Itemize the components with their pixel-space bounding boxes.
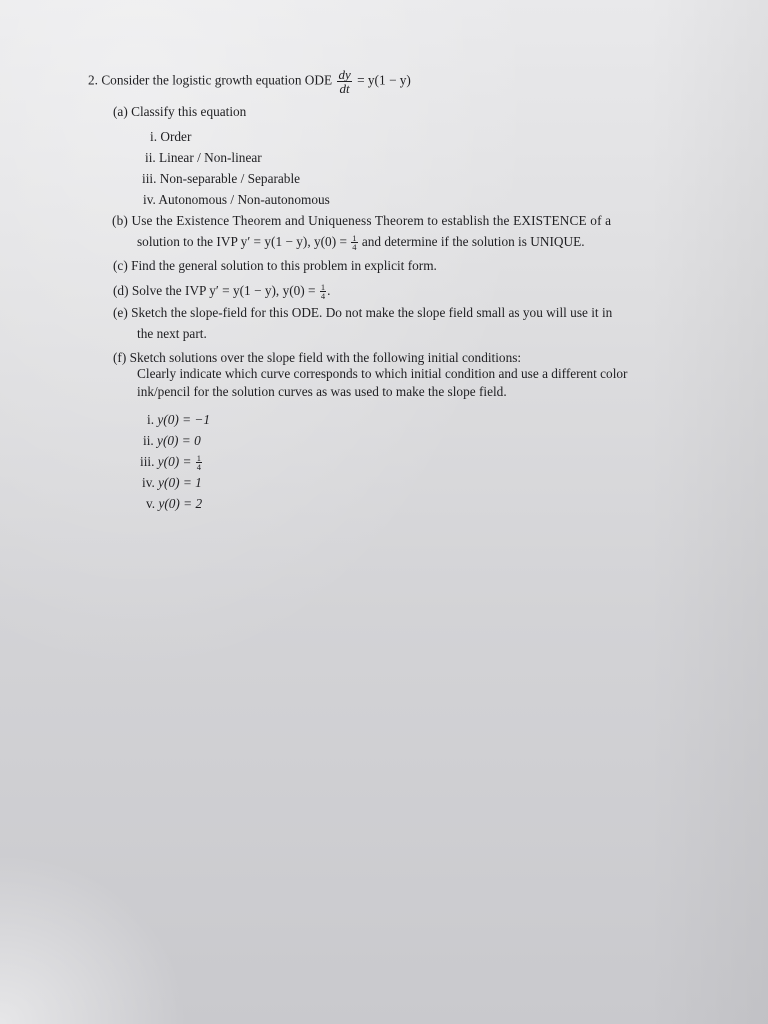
part-f-item bbox=[143, 431, 201, 451]
item-text: Non-separable / Separable bbox=[159, 171, 301, 186]
fraction-denominator: 4 bbox=[196, 462, 202, 473]
problem-statement bbox=[88, 68, 411, 95]
part-b bbox=[112, 211, 611, 231]
derivative-numerator: dy bbox=[338, 67, 351, 82]
part-b-label: (b) bbox=[112, 213, 128, 228]
part-e-label: (e) bbox=[113, 305, 128, 320]
part-c bbox=[113, 256, 437, 276]
item-text: Linear / Non-linear bbox=[159, 150, 262, 165]
light-glare bbox=[0, 824, 220, 1024]
part-a-item bbox=[142, 169, 300, 189]
part-d-period: . bbox=[327, 283, 331, 298]
equation-rhs: = y(1 − y) bbox=[357, 72, 411, 88]
part-b-line1: Use the Existence Theorem and Uniqueness Theorem to establish the EXISTENCE of a bbox=[131, 213, 612, 228]
part-f-line2: Clearly indicate which curve corresponds to which initial condition and use a different color bbox=[137, 366, 628, 381]
part-f-label: (f) bbox=[113, 350, 127, 365]
part-a-text: Classify this equation bbox=[131, 104, 247, 119]
fraction-numerator: 1 bbox=[196, 452, 202, 463]
fraction-denominator: 4 bbox=[352, 242, 357, 253]
fraction-numerator: 1 bbox=[320, 281, 326, 292]
part-b-ivp: solution to the IVP y′ = y(1 − y), y(0) = bbox=[137, 234, 347, 249]
item-number: ii. bbox=[143, 433, 154, 448]
item-number: ii. bbox=[145, 150, 156, 165]
item-text: y(0) = bbox=[157, 454, 192, 469]
item-number: i. bbox=[150, 129, 158, 144]
derivative-denominator: dt bbox=[339, 81, 350, 96]
derivative-fraction bbox=[337, 68, 351, 95]
part-a-item bbox=[150, 127, 191, 147]
part-e bbox=[113, 303, 612, 323]
fraction-one-quarter bbox=[196, 454, 202, 472]
item-number: v. bbox=[146, 496, 156, 511]
part-f-item bbox=[140, 452, 203, 472]
part-e-line2: the next part. bbox=[137, 326, 207, 341]
part-a-item bbox=[145, 148, 262, 168]
item-text: y(0) = 2 bbox=[158, 496, 203, 511]
part-c-text: Find the general solution to this problem in explicit form. bbox=[131, 258, 437, 273]
part-f-item bbox=[147, 410, 210, 430]
item-number: iv. bbox=[142, 475, 155, 490]
part-c-label: (c) bbox=[113, 258, 128, 273]
item-number: iv. bbox=[143, 192, 156, 207]
item-text: y(0) = 0 bbox=[157, 433, 201, 448]
fraction-numerator: 1 bbox=[352, 232, 357, 243]
fraction-one-quarter bbox=[351, 234, 357, 252]
part-a bbox=[113, 102, 246, 122]
part-d bbox=[113, 281, 330, 301]
part-b-line2 bbox=[137, 232, 585, 252]
item-number: iii. bbox=[142, 171, 157, 186]
item-text: y(0) = −1 bbox=[157, 412, 211, 427]
part-e-line1: Sketch the slope-field for this ODE. Do not make the slope field small as you will use it in bbox=[131, 305, 613, 320]
item-text: y(0) = 1 bbox=[158, 475, 202, 490]
problem-number: 2. bbox=[88, 72, 98, 88]
part-f-item bbox=[146, 494, 202, 514]
item-number: i. bbox=[147, 412, 155, 427]
part-b-tail: and determine if the solution is UNIQUE. bbox=[361, 234, 585, 249]
edge-shadow bbox=[648, 0, 768, 1024]
fraction-denominator: 4 bbox=[320, 291, 326, 302]
item-number: iii. bbox=[140, 454, 155, 469]
part-a-item bbox=[143, 190, 330, 210]
item-text: Order bbox=[160, 129, 192, 144]
part-a-label: (a) bbox=[113, 104, 128, 119]
fraction-one-quarter bbox=[320, 283, 326, 301]
part-d-label: (d) bbox=[113, 283, 129, 298]
problem-intro: Consider the logistic growth equation ODE bbox=[101, 72, 333, 88]
part-f-line3: ink/pencil for the solution curves as was used to make the slope field. bbox=[137, 384, 507, 399]
part-f-item bbox=[142, 473, 202, 493]
item-text: Autonomous / Non-autonomous bbox=[158, 192, 330, 207]
part-f-line1: Sketch solutions over the slope field with the following initial conditions: bbox=[129, 350, 522, 365]
part-d-text: Solve the IVP y′ = y(1 − y), y(0) = bbox=[131, 283, 316, 298]
